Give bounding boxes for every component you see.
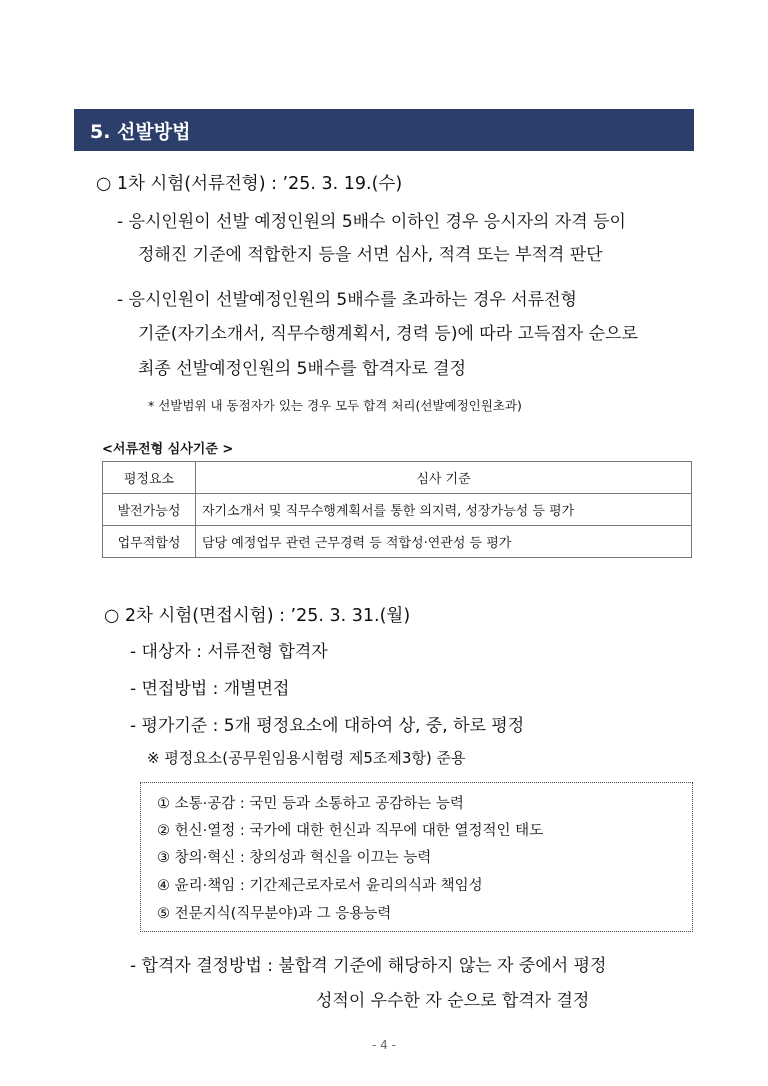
list-item: ① 소통·공감 : 국민 등과 소통하고 공감하는 능력 xyxy=(157,796,464,812)
exam2-method: - 면접방법 : 개별면접 xyxy=(130,679,290,699)
exam2-target: - 대상자 : 서류전형 합격자 xyxy=(130,642,328,662)
exam1-item1-line1: - 응시인원이 선발 예정인원의 5배수 이하인 경우 응시자의 자격 등이 xyxy=(117,212,626,232)
criteria-table xyxy=(102,461,692,558)
exam2-standard: - 평가기준 : 5개 평정요소에 대하여 상, 중, 하로 평정 xyxy=(130,716,525,736)
table-header-cell: 심사 기준 xyxy=(196,462,692,494)
exam1-item2-line1: - 응시인원이 선발예정인원의 5배수를 초과하는 경우 서류전형 xyxy=(117,290,577,310)
table-cell: 담당 예정업무 관련 근무경력 등 적합성·연관성 등 평가 xyxy=(196,526,692,558)
criteria-title: <서류전형 심사기준 > xyxy=(102,442,234,457)
list-item: ② 헌신·열정 : 국가에 대한 헌신과 직무에 대한 열정적인 태도 xyxy=(157,823,544,839)
exam1-item2-line3: 최종 선발예정인원의 5배수를 합격자로 결정 xyxy=(138,359,467,379)
exam1-item2-line2: 기준(자기소개서, 직무수행계획서, 경력 등)에 따라 고득점자 순으로 xyxy=(138,324,638,344)
evaluation-elements-box xyxy=(140,782,693,932)
page-number: - 4 - xyxy=(372,1038,396,1052)
table-header-cell: 평정요소 xyxy=(103,462,196,494)
table-row xyxy=(103,526,692,558)
exam1-heading: ○ 1차 시험(서류전형) : ’25. 3. 19.(수) xyxy=(96,174,403,194)
table-row xyxy=(103,494,692,526)
exam2-decision-line2: 성적이 우수한 자 순으로 합격자 결정 xyxy=(316,991,590,1011)
exam2-decision-line1: - 합격자 결정방법 : 불합격 기준에 해당하지 않는 자 중에서 평정 xyxy=(130,956,607,976)
exam2-heading: ○ 2차 시험(면접시험) : ’25. 3. 31.(월) xyxy=(104,606,411,626)
list-item: ③ 창의·혁신 : 창의성과 혁신을 이끄는 능력 xyxy=(157,850,432,866)
table-cell: 업무적합성 xyxy=(103,526,196,558)
exam2-reference: ※ 평정요소(공무원임용시험령 제5조제3항) 준용 xyxy=(147,749,466,767)
section-title: 5. 선발방법 xyxy=(90,120,191,143)
table-header-row xyxy=(103,462,692,494)
section-header xyxy=(74,109,694,151)
table-cell: 발전가능성 xyxy=(103,494,196,526)
table-cell: 자기소개서 및 직무수행계획서를 통한 의지력, 성장가능성 등 평가 xyxy=(196,494,692,526)
list-item: ⑤ 전문지식(직무분야)과 그 응용능력 xyxy=(157,906,392,922)
list-item: ④ 윤리·책임 : 기간제근로자로서 윤리의식과 책임성 xyxy=(157,878,483,894)
exam1-item1-line2: 정해진 기준에 적합한지 등을 서면 심사, 적격 또는 부적격 판단 xyxy=(138,245,603,265)
exam1-note: * 선발범위 내 동점자가 있는 경우 모두 합격 처리(선발예정인원초과) xyxy=(148,398,522,413)
